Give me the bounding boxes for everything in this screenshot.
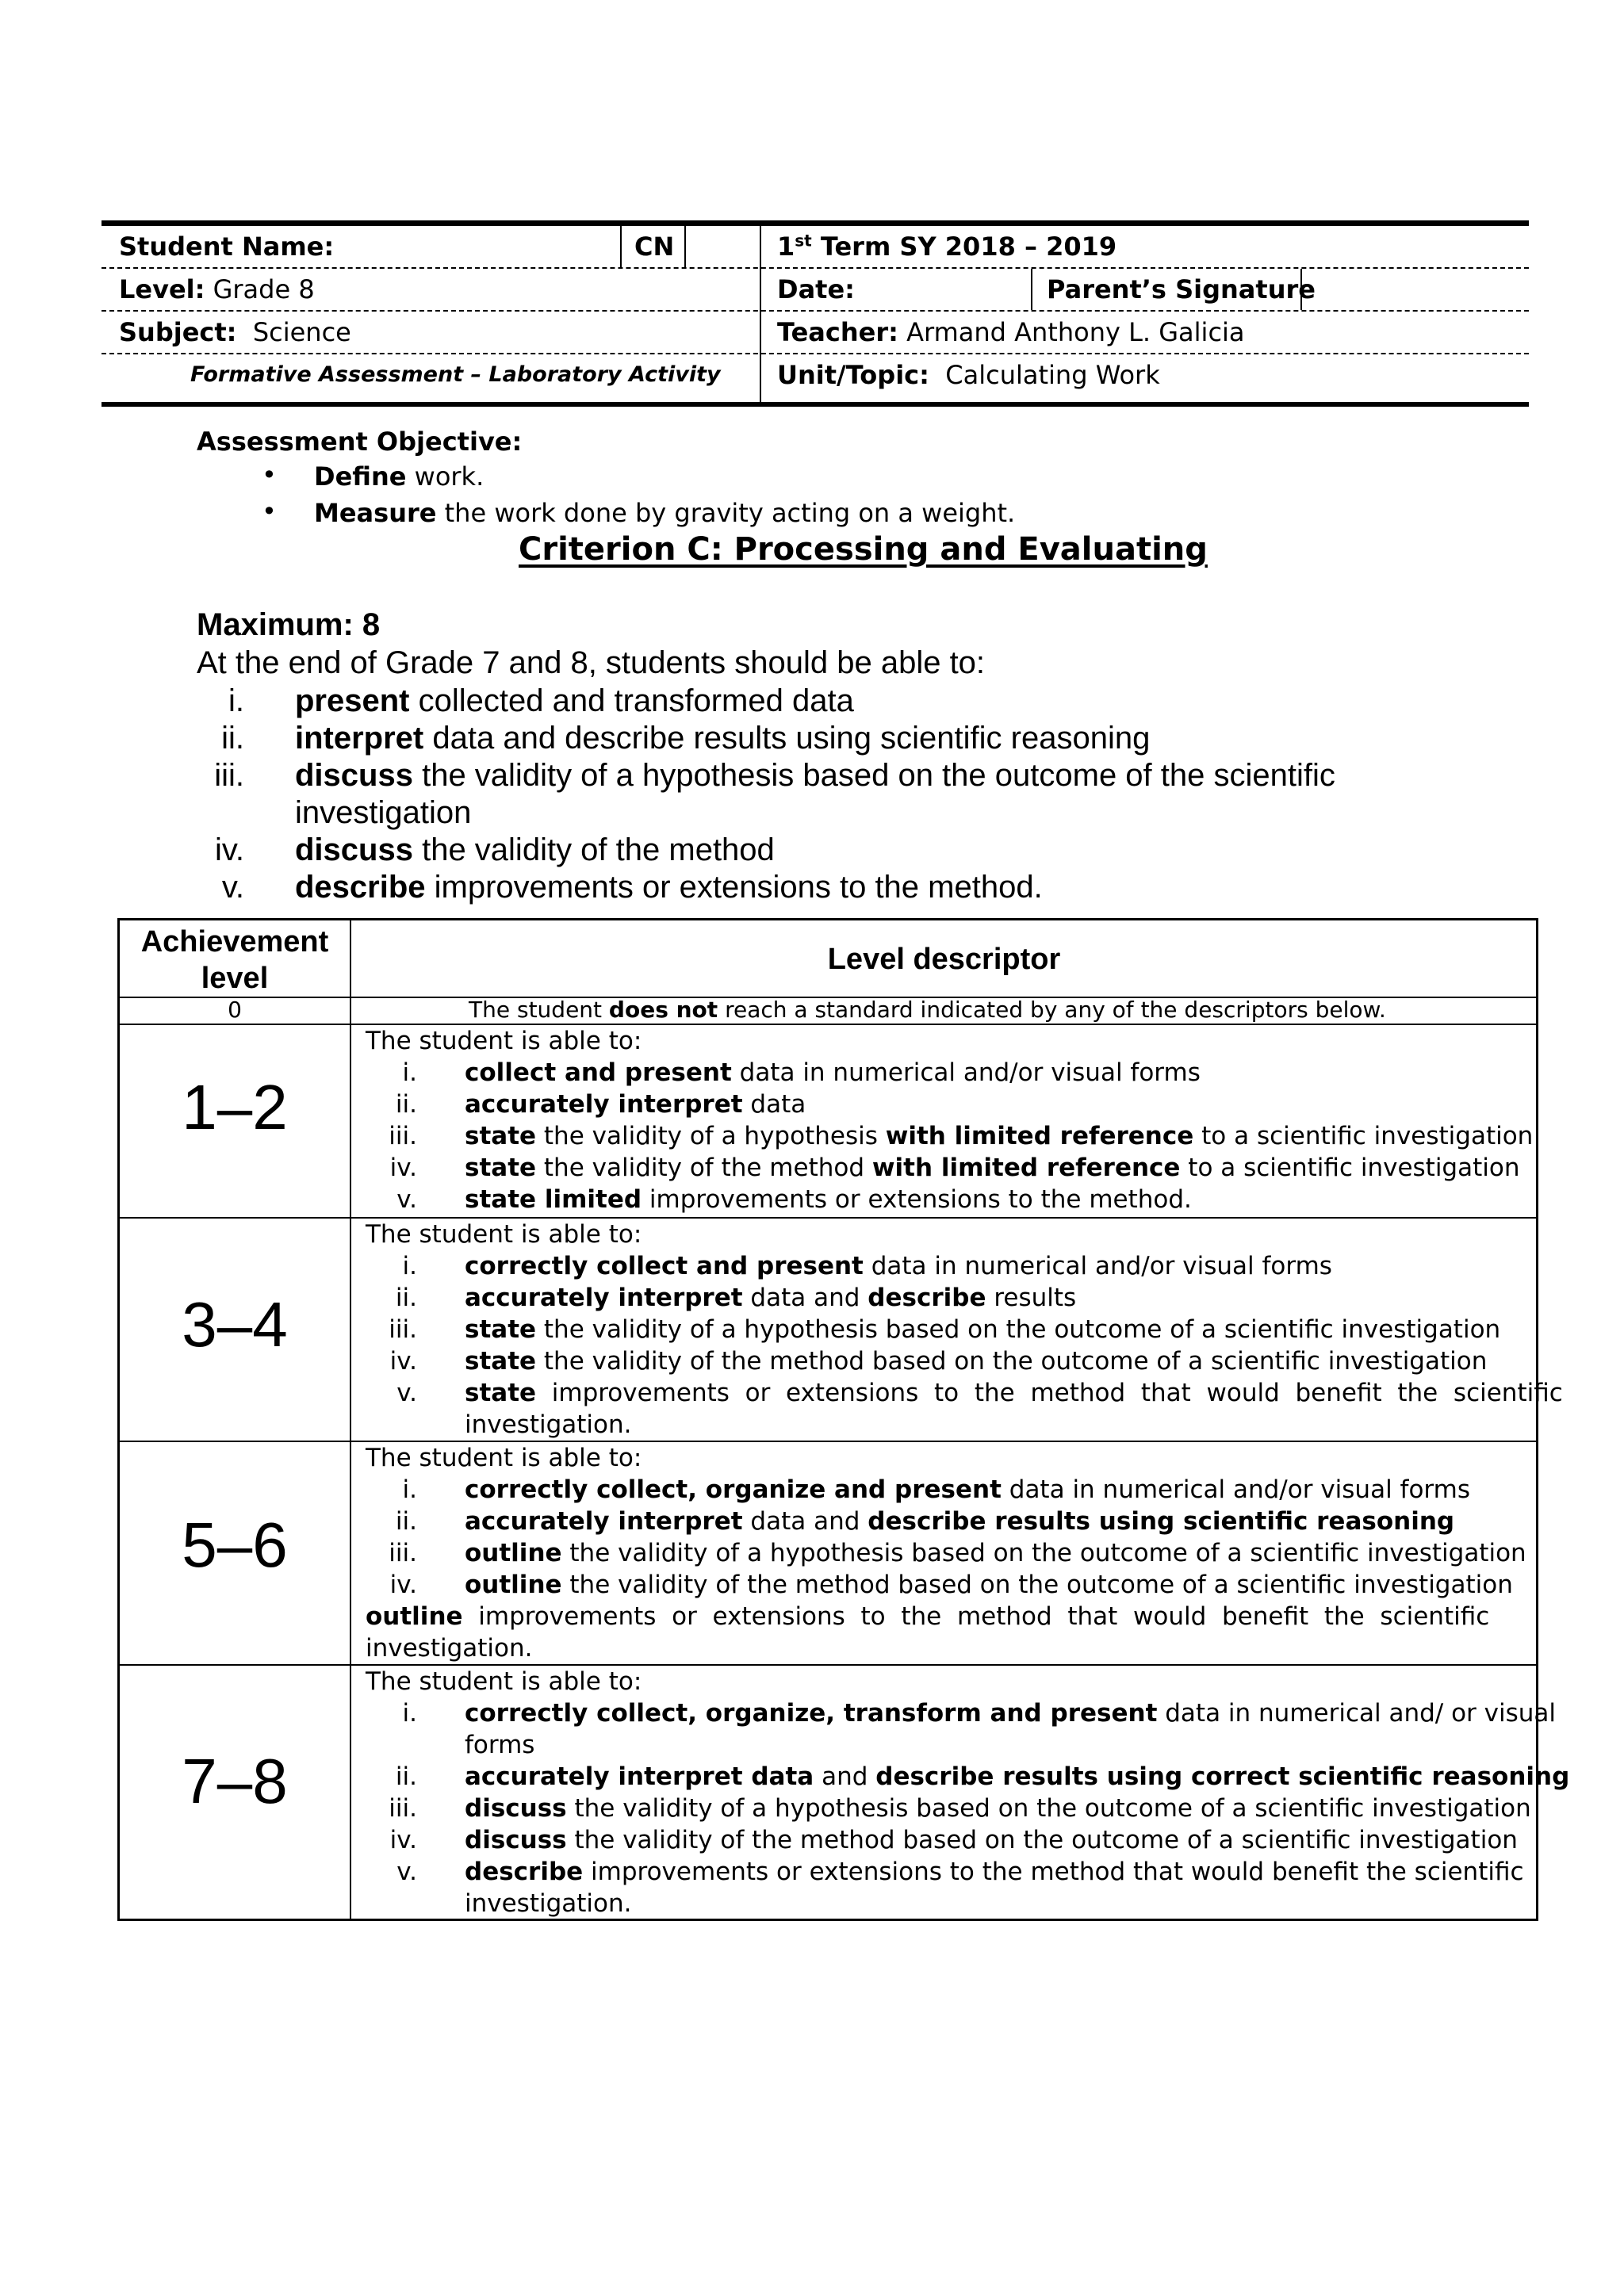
descriptor-line: investigation. bbox=[366, 1634, 533, 1663]
assessment-type: Formative Assessment – Laboratory Activity bbox=[190, 362, 721, 387]
objective-item: Measure the work done by gravity acting on a weight. bbox=[314, 498, 1016, 528]
criterion-maximum: Maximum: 8 bbox=[197, 607, 381, 642]
teacher-label: Teacher: bbox=[777, 317, 898, 347]
subject-value: Science bbox=[252, 317, 351, 347]
criterion-item: describe improvements or extensions to the method. bbox=[295, 870, 1043, 905]
level-zero-descriptor: The student does not reach a standard indicated by any of the descriptors below. bbox=[469, 997, 1386, 1023]
criterion-item-continued: investigation bbox=[295, 795, 472, 830]
subject-label: Subject: bbox=[119, 317, 237, 347]
signature-divider-right bbox=[1300, 269, 1302, 310]
descriptor-line: investigation. bbox=[465, 1889, 632, 1918]
descriptor-intro: The student is able to: bbox=[366, 1667, 642, 1696]
header-row-3 bbox=[102, 312, 1529, 354]
level-zero: 0 bbox=[228, 997, 242, 1023]
rubric-table bbox=[117, 918, 1570, 1921]
objective-heading: Assessment Objective: bbox=[197, 427, 523, 457]
descriptor-line: iv. state the validity of the method based on the outcome of a scientific investigation bbox=[389, 1347, 1488, 1376]
descriptor-line: ii. accurately interpret data and describe results bbox=[395, 1284, 1077, 1312]
descriptor-line: iv. state the validity of the method with limited reference to a scientific investigation bbox=[389, 1154, 1520, 1182]
descriptor-intro: The student is able to: bbox=[366, 1220, 642, 1249]
criterion-item-number: iii. bbox=[214, 758, 244, 793]
header-table bbox=[102, 220, 1529, 407]
descriptor-line: i. correctly collect, organize, transform and present data in numerical and/ or visual bbox=[402, 1699, 1557, 1728]
descriptor-line: v. state improvements or extensions to the method that would benefit the scientific bbox=[396, 1379, 1563, 1407]
criterion-item: interpret data and describe results using scientific reasoning bbox=[295, 721, 1151, 756]
descriptor-line: i. correctly collect and present data in numerical and/or visual forms bbox=[402, 1252, 1332, 1280]
cn-divider-left bbox=[620, 226, 622, 267]
descriptor-line: ii. accurately interpret data and describe results using scientific reasoning bbox=[395, 1507, 1455, 1536]
level-descriptor bbox=[366, 1025, 1534, 1215]
term-label bbox=[777, 226, 1116, 267]
level-descriptor bbox=[366, 1219, 1563, 1441]
descriptor-line: i. collect and present data in numerical and/or visual forms bbox=[402, 1058, 1201, 1087]
term-number: 1 bbox=[777, 232, 795, 262]
level-value: Grade 8 bbox=[213, 274, 315, 304]
unit-label: Unit/Topic: bbox=[777, 360, 929, 390]
descriptor-line: v. describe improvements or extensions to the method that would benefit the scientific bbox=[396, 1858, 1524, 1886]
level-label: Level: bbox=[119, 274, 205, 304]
teacher-field bbox=[777, 312, 1245, 353]
cn-label: CN bbox=[634, 232, 675, 262]
descriptor-line: investigation. bbox=[465, 1410, 632, 1439]
criterion-item: discuss the validity of the method bbox=[295, 832, 775, 867]
descriptor-line: iii. state the validity of a hypothesis with limited reference to a scientific investigation bbox=[389, 1122, 1534, 1150]
parent-signature-label: Parent’s Signature bbox=[1047, 274, 1316, 304]
achievement-level: 7–8 bbox=[182, 1746, 288, 1816]
criterion-item-number: v. bbox=[221, 870, 244, 905]
descriptor-line: outline improvements or extensions to the method that would benefit the scientific bbox=[366, 1602, 1490, 1631]
date-label: Date: bbox=[777, 274, 855, 304]
criterion-item: present collected and transformed data bbox=[295, 683, 854, 718]
student-name-label: Student Name: bbox=[119, 232, 335, 262]
descriptor-line: i. correctly collect, organize and present data in numerical and/or visual forms bbox=[402, 1475, 1470, 1504]
term-superscript: st bbox=[795, 231, 812, 251]
descriptor-intro: The student is able to: bbox=[366, 1027, 642, 1055]
descriptor-intro: The student is able to: bbox=[366, 1444, 642, 1472]
subject-field bbox=[119, 312, 351, 353]
teacher-value: Armand Anthony L. Galicia bbox=[906, 317, 1245, 347]
bullet-icon: • bbox=[262, 460, 277, 490]
column-divider bbox=[350, 920, 351, 1919]
objective-item: Define work. bbox=[314, 461, 485, 492]
descriptor-line: iv. outline the validity of the method based on the outcome of a scientific investigation bbox=[389, 1571, 1513, 1599]
level-descriptor bbox=[366, 1442, 1526, 1664]
level-descriptor bbox=[366, 1666, 1570, 1919]
descriptor-line: iii. outline the validity of a hypothesis based on the outcome of a scientific investigation bbox=[389, 1539, 1526, 1567]
achievement-level: 5–6 bbox=[182, 1510, 288, 1580]
descriptor-line: iii. state the validity of a hypothesis based on the outcome of a scientific investigation bbox=[389, 1315, 1501, 1344]
criterion-item-number: ii. bbox=[221, 721, 244, 756]
header-row-1 bbox=[102, 226, 1529, 269]
achievement-level: 1–2 bbox=[182, 1072, 288, 1142]
term-text: Term SY 2018 – 2019 bbox=[820, 232, 1117, 262]
descriptor-line: ii. accurately interpret data and describe results using correct scientific reasoning bbox=[395, 1762, 1570, 1791]
achievement-level: 3–4 bbox=[182, 1289, 288, 1360]
descriptor-line: v. state limited improvements or extensions to the method. bbox=[396, 1185, 1192, 1214]
cn-divider-right bbox=[684, 226, 686, 267]
criterion-item-number: i. bbox=[228, 683, 244, 718]
descriptor-line: iv. discuss the validity of the method based on the outcome of a scientific investigation bbox=[389, 1826, 1518, 1854]
unit-value: Calculating Work bbox=[945, 360, 1160, 390]
criterion-intro: At the end of Grade 7 and 8, students should be able to: bbox=[197, 645, 986, 680]
criterion-item: discuss the validity of a hypothesis based on the outcome of the scientific bbox=[295, 758, 1335, 793]
descriptor-line: iii. discuss the validity of a hypothesis based on the outcome of a scientific investigation bbox=[389, 1794, 1531, 1823]
achievement-level-header: Achievement level bbox=[140, 925, 329, 995]
header-row-2 bbox=[102, 269, 1529, 312]
descriptor-line: forms bbox=[465, 1731, 535, 1759]
unit-field bbox=[777, 354, 1160, 396]
level-descriptor-header: Level descriptor bbox=[827, 943, 1061, 976]
header-row-4 bbox=[102, 354, 1529, 396]
level-field bbox=[119, 269, 315, 310]
signature-divider-left bbox=[1031, 269, 1032, 310]
criterion-item-number: iv. bbox=[214, 832, 244, 867]
bullet-icon: • bbox=[262, 496, 277, 526]
descriptor-line: ii. accurately interpret data bbox=[395, 1090, 806, 1119]
criterion-title: Criterion C: Processing and Evaluating bbox=[519, 531, 1208, 568]
